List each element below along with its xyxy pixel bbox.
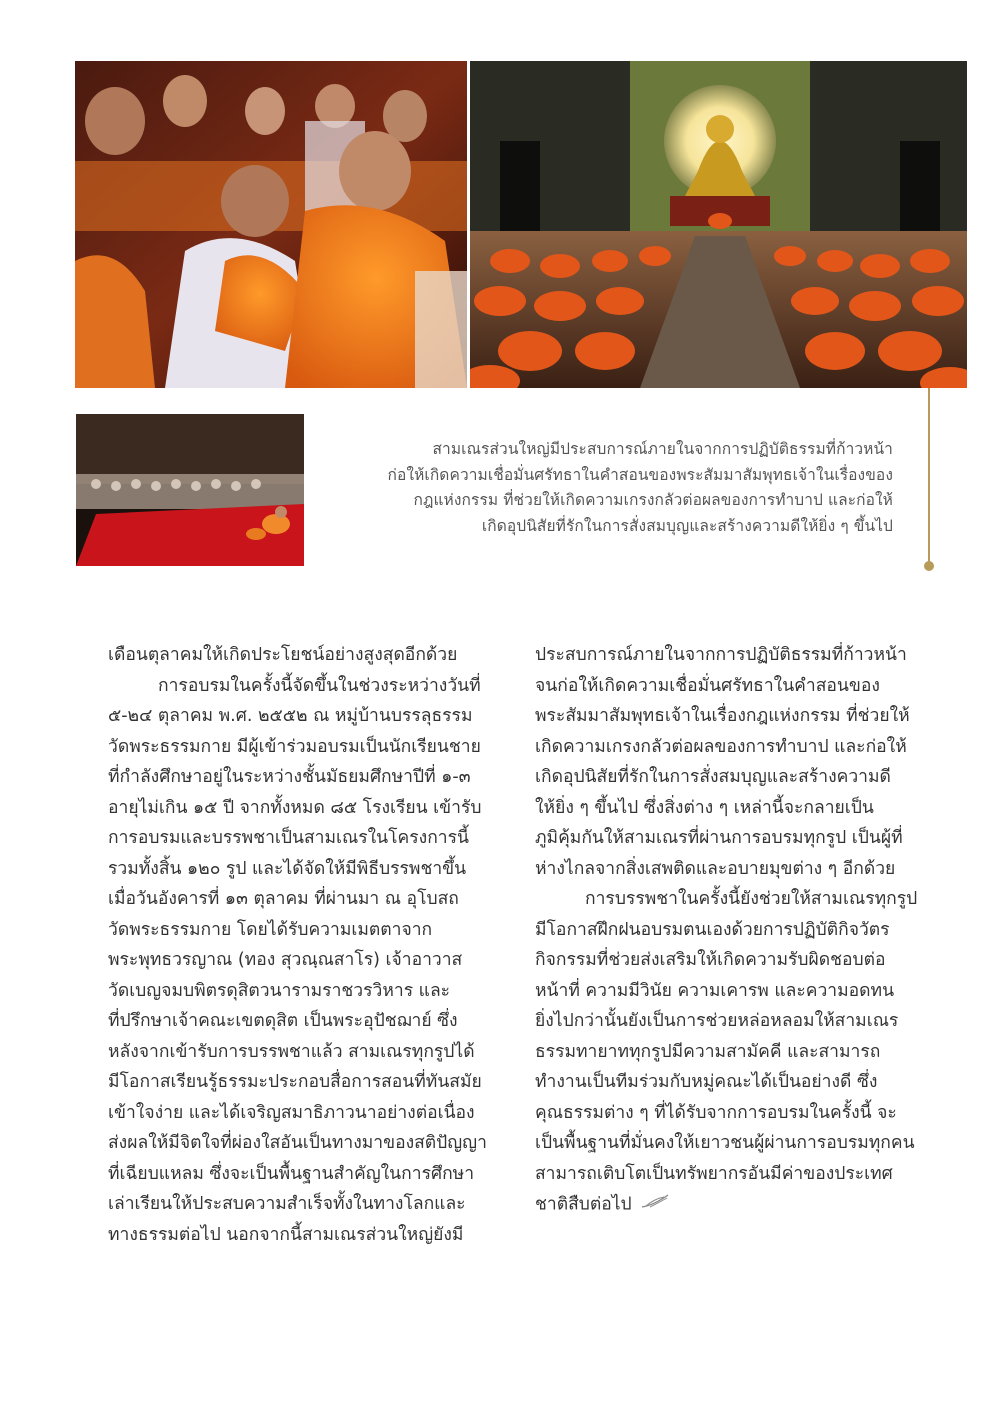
paragraph-line: มีโอกาสเรียนรู้ธรรมะประกอบสื่อการสอนที่ทันสมัย xyxy=(108,1072,482,1092)
paragraph-last-text: ชาติสืบต่อไป xyxy=(535,1194,632,1215)
paragraph-line: การอบรมในครั้งนี้จัดขึ้นในช่วงระหว่างวันที่ xyxy=(158,675,481,696)
paragraph-line: เป็นพื้นฐานที่มั่นคงให้เยาวชนผู้ผ่านการอบรมทุกคน xyxy=(535,1133,915,1153)
article-column-right xyxy=(535,640,920,1220)
paragraph-line: ที่ปรึกษาเจ้าคณะเขตดุสิต เป็นพระอุปัชฌาย์ ซึ่ง xyxy=(108,1011,458,1031)
paragraph-line: หลังจากเข้ารับการบรรพชาแล้ว สามเณรทุกรูปได้ xyxy=(108,1041,475,1062)
paragraph-line: เดือนตุลาคมให้เกิดประโยชน์อย่างสูงสุดอีกด้วย xyxy=(108,645,458,665)
paragraph-line: คุณธรรมต่าง ๆ ที่ได้รับจากการอบรมในครั้งนี้ จะ xyxy=(535,1102,897,1123)
paragraph-line: วัดเบญจมบพิตรดุสิตวนารามราชวรวิหาร และ xyxy=(108,980,451,1001)
photo-hall-buddha-statue xyxy=(470,61,967,388)
paragraph-line: ธรรมทายาททุกรูปมีความสามัคคี และสามารถ xyxy=(535,1041,881,1062)
paragraph-line: วัดพระธรรมกาย มีผู้เข้าร่วมอบรมเป็นนักเรียนชาย xyxy=(108,736,481,757)
paragraph-line: พระพุทธวรญาณ (ทอง สุวณฺณสาโร) เจ้าอาวาส xyxy=(108,950,463,970)
paragraph-line: ทำงานเป็นทีมร่วมกับหมู่คณะได้เป็นอย่างดี ซึ่ง xyxy=(535,1072,878,1092)
caption-line: ก่อให้เกิดความเชื่อมั่นศรัทธาในคำสอนของพระสัมมาสัมพุทธเจ้าในเรื่องของ xyxy=(387,465,893,484)
paragraph-line-final xyxy=(535,1189,920,1220)
photo-caption xyxy=(330,437,893,539)
paragraph-line: สามารถเติบโตเป็นทรัพยากรอันมีค่าของประเทศ xyxy=(535,1163,893,1184)
paragraph-line: ยิ่งไปกว่านั้นยังเป็นการช่วยหล่อหลอมให้สามเณร xyxy=(535,1011,899,1031)
paragraph-line: หน้าที่ ความมีวินัย ความเคารพ และความอดทน xyxy=(535,980,895,1001)
paragraph-line: เมื่อวันอังคารที่ ๑๓ ตุลาคม ที่ผ่านมา ณ อุโบสถ xyxy=(108,889,459,909)
paragraph-line: ที่เฉียบแหลม ซึ่งจะเป็นพื้นฐานสำคัญในการศึกษา xyxy=(108,1163,475,1184)
paragraph-line: กิจกรรมที่ช่วยส่งเสริมให้เกิดความรับผิดชอบต่อ xyxy=(535,950,886,970)
paragraph-line: เกิดความเกรงกลัวต่อผลของการทำบาป และก่อให้ xyxy=(535,736,907,757)
paragraph-line: ทางธรรมต่อไป นอกจากนี้สามเณรส่วนใหญ่ยังมี xyxy=(108,1224,464,1245)
paragraph-line: ๕-๒๔ ตุลาคม พ.ศ. ๒๕๕๒ ณ หมู่บ้านบรรลุธรรม xyxy=(108,706,473,726)
caption-accent-dot xyxy=(924,561,934,571)
paragraph-line: จนก่อให้เกิดความเชื่อมั่นศรัทธาในคำสอนของ xyxy=(535,675,880,696)
caption-accent-line xyxy=(928,388,930,564)
paragraph-line: อายุไม่เกิน ๑๕ ปี จากทั้งหมด ๘๕ โรงเรียน เข้ารับ xyxy=(108,797,482,818)
paragraph-line: เกิดอุปนิสัยที่รักในการสั่งสมบุญและสร้างความดี xyxy=(535,767,891,787)
paragraph-line: การอบรมและบรรพชาเป็นสามเณรในโครงการนี้ xyxy=(108,828,469,848)
paragraph-line: ภูมิคุ้มกันให้สามเณรที่ผ่านการอบรมทุกรูป เป็นผู้ที่ xyxy=(535,828,903,848)
photo-ceremony-red-carpet xyxy=(76,414,304,566)
article-column-left xyxy=(108,640,496,1250)
paragraph-line: ส่งผลให้มีจิตใจที่ผ่องใสอันเป็นทางมาของสติปัญญา xyxy=(108,1133,487,1153)
paragraph-line: ห่างไกลจากสิ่งเสพติดและอบายมุขต่าง ๆ อีกด้วย xyxy=(535,858,896,879)
paragraph-line: พระสัมมาสัมพุทธเจ้าในเรื่องกฎแห่งกรรม ที่ช่วยให้ xyxy=(535,706,910,726)
caption-line: กฎแห่งกรรม ที่ช่วยให้เกิดความเกรงกลัวต่อผลของการทำบาป และก่อให้ xyxy=(413,491,893,509)
paragraph-line: ให้ยิ่ง ๆ ขึ้นไป ซึ่งสิ่งต่าง ๆ เหล่านี้จะกลายเป็น xyxy=(535,797,874,818)
photo-ordination-robe xyxy=(75,61,467,388)
paragraph-line: ประสบการณ์ภายในจากการปฏิบัติธรรมที่ก้าวหน้า xyxy=(535,645,907,665)
paragraph-line: วัดพระธรรมกาย โดยได้รับความเมตตาจาก xyxy=(108,919,433,940)
caption-line: เกิดอุปนิสัยที่รักในการสั่งสมบุญและสร้างความดีให้ยิ่ง ๆ ขึ้นไป xyxy=(481,516,893,535)
paragraph-line: ที่กำลังศึกษาอยู่ในระหว่างชั้นมัธยมศึกษาปีที่ ๑-๓ xyxy=(108,767,471,787)
paragraph-line: เล่าเรียนให้ประสบความสำเร็จทั้งในทางโลกและ xyxy=(108,1194,466,1214)
feather-end-mark-icon xyxy=(640,1189,670,1220)
caption-line: สามเณรส่วนใหญ่มีประสบการณ์ภายในจากการปฏิบัติธรรมที่ก้าวหน้า xyxy=(432,440,893,458)
paragraph-line: เข้าใจง่าย และได้เจริญสมาธิภาวนาอย่างต่อเนื่อง xyxy=(108,1102,475,1123)
paragraph-line: มีโอกาสฝึกฝนอบรมตนเองด้วยการปฏิบัติกิจวัตร xyxy=(535,919,890,940)
paragraph-line: รวมทั้งสิ้น ๑๒๐ รูป และได้จัดให้มีพิธีบรรพชาขึ้น xyxy=(108,858,467,879)
paragraph-line: การบรรพชาในครั้งนี้ยังช่วยให้สามเณรทุกรูป xyxy=(585,889,918,909)
